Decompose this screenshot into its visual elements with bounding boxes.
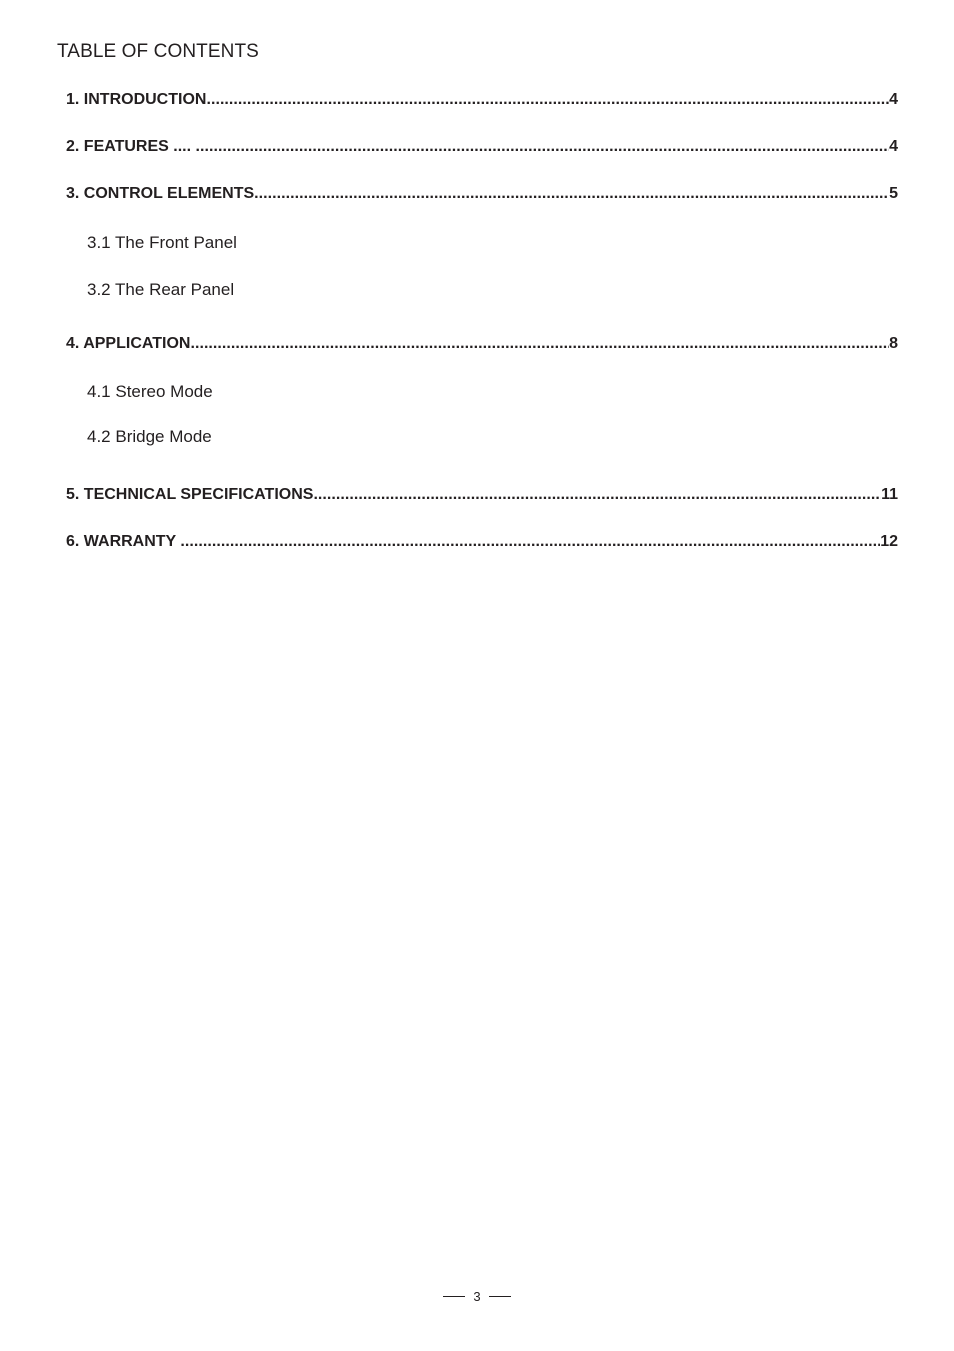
toc-entry-page: 8: [889, 335, 898, 352]
page-footer: [0, 1289, 954, 1304]
toc-entry-technical-specifications[interactable]: [66, 486, 898, 504]
toc-entry-label: 1. INTRODUCTION: [66, 91, 207, 108]
toc-heading: TABLE OF CONTENTS: [57, 41, 259, 62]
toc-entry-page: 5: [889, 185, 898, 202]
toc-entry-label: 5. TECHNICAL SPECIFICATIONS: [66, 486, 314, 503]
toc-entry-label: 4. APPLICATION: [66, 335, 191, 352]
toc-subentry-front-panel[interactable]: 3.1 The Front Panel: [87, 233, 237, 252]
toc-entry-label: 6. WARRANTY: [66, 533, 181, 550]
dot-leader: [254, 185, 889, 203]
toc-subentry-rear-panel[interactable]: 3.2 The Rear Panel: [87, 280, 235, 299]
page-number: 3: [473, 1289, 481, 1304]
toc-entry-page: 12: [880, 533, 898, 550]
dot-leader: [190, 335, 889, 353]
dot-leader: [180, 533, 880, 551]
footer-rule-left: [443, 1296, 465, 1297]
dot-leader: [313, 486, 881, 504]
dot-leader: [206, 91, 889, 109]
toc-entry-label: 2. FEATURES ....: [66, 138, 196, 155]
toc-subentry-bridge-mode[interactable]: 4.2 Bridge Mode: [87, 427, 212, 446]
toc-subentry-stereo-mode[interactable]: 4.1 Stereo Mode: [87, 382, 213, 401]
toc-entry-control-elements[interactable]: [66, 185, 898, 203]
toc-entry-introduction[interactable]: [66, 91, 898, 109]
toc-entry-features[interactable]: [66, 138, 898, 156]
toc-entry-application[interactable]: [66, 335, 898, 353]
toc-entry-label: 3. CONTROL ELEMENTS: [66, 185, 255, 202]
toc-entry-page: 4: [889, 91, 898, 108]
toc-entry-warranty[interactable]: [66, 533, 898, 551]
toc-entry-page: 11: [881, 486, 898, 503]
footer-rule-right: [489, 1296, 511, 1297]
toc-entry-page: 4: [889, 138, 898, 155]
dot-leader: [196, 138, 890, 156]
